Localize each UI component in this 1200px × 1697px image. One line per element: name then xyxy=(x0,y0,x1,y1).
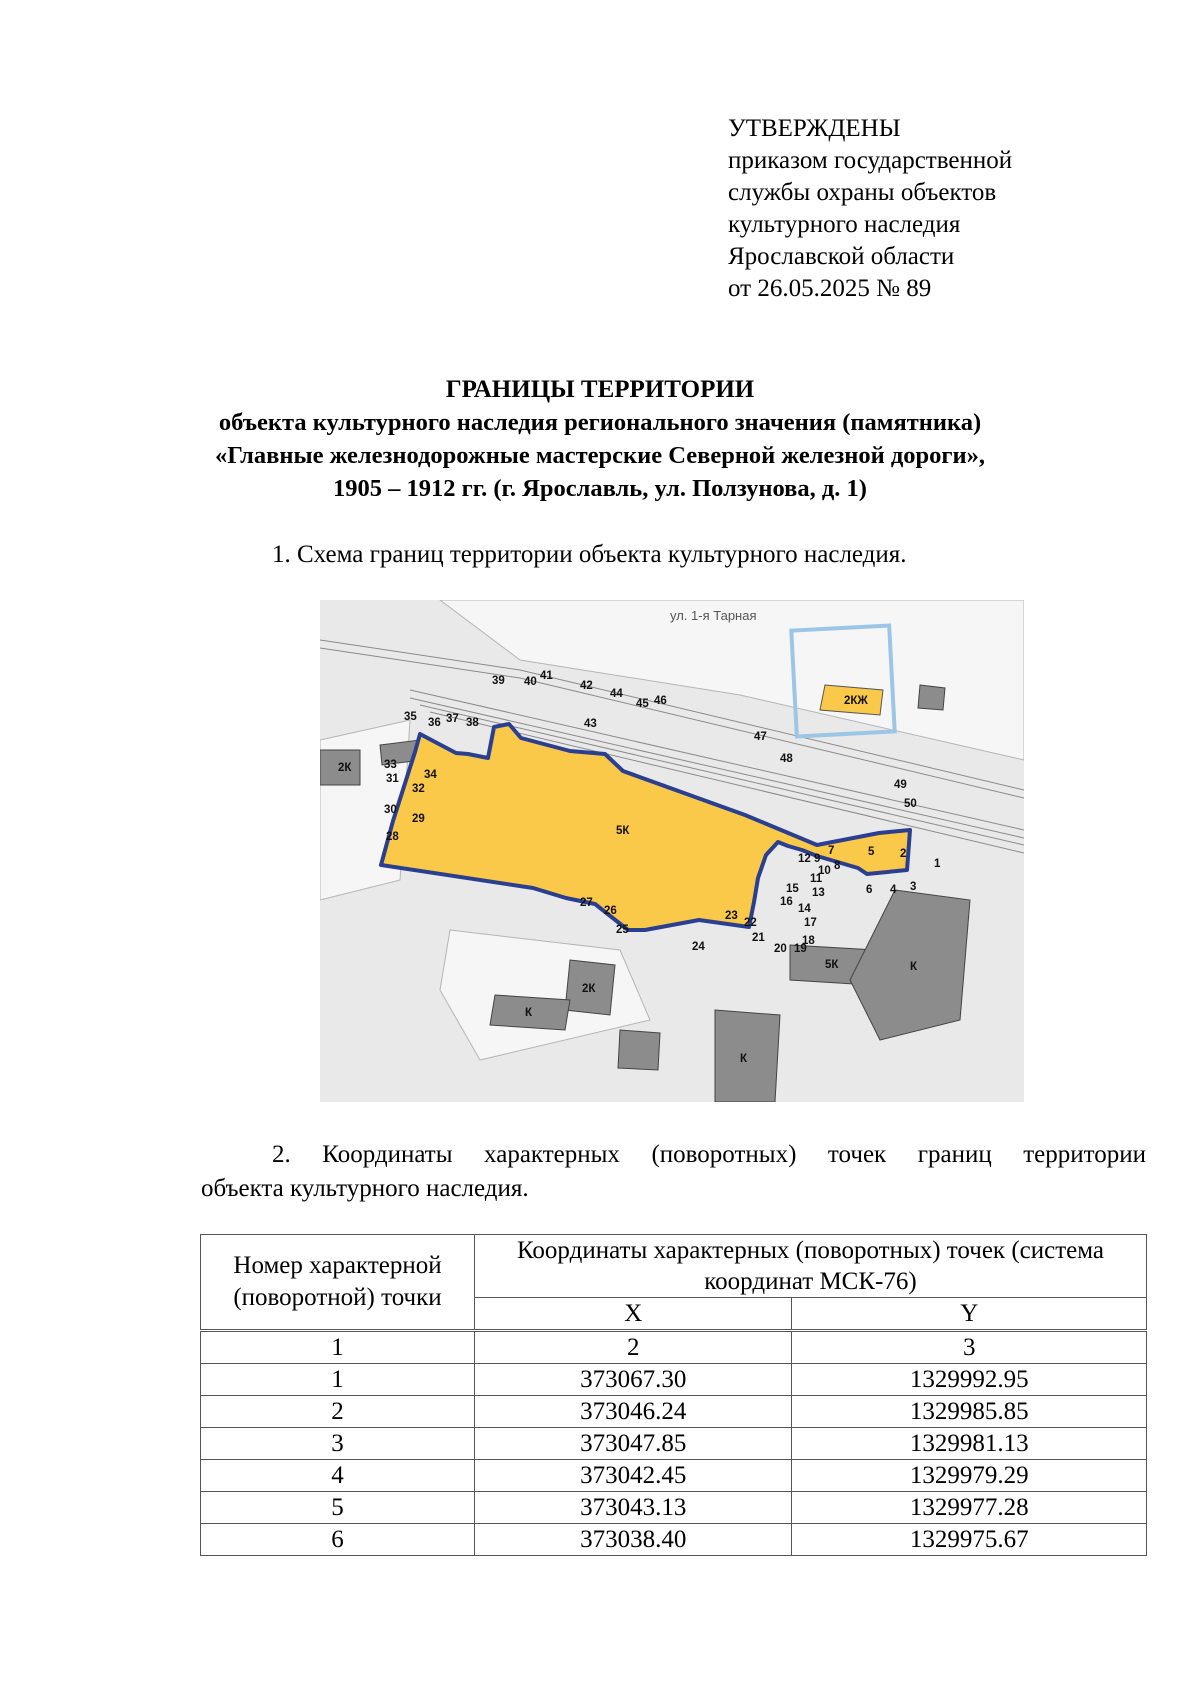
boundary-point-label: 1 xyxy=(934,858,941,870)
approval-heading: УТВЕРЖДЕНЫ xyxy=(728,115,901,142)
table-row xyxy=(201,1364,1147,1396)
boundary-point-label: 38 xyxy=(466,717,479,729)
point-number-cell: 4 xyxy=(201,1460,475,1492)
y-coordinate-cell: 1329977.28 xyxy=(792,1492,1147,1524)
boundary-point-label: 9 xyxy=(814,853,821,865)
column-number: 3 xyxy=(792,1331,1147,1364)
section-2-heading xyxy=(201,1138,1146,1206)
x-coordinate-cell: 373047.85 xyxy=(475,1428,792,1460)
y-header: Y xyxy=(792,1298,1147,1331)
approval-line: культурного наследия xyxy=(728,211,961,238)
boundary-point-label: 5 xyxy=(868,846,875,858)
boundary-point-label: 19 xyxy=(794,943,807,955)
y-coordinate-cell: 1329985.85 xyxy=(792,1396,1147,1428)
building-label: 2КЖ xyxy=(844,695,868,707)
table-row xyxy=(201,1492,1147,1524)
x-coordinate-cell: 373043.13 xyxy=(475,1492,792,1524)
boundary-point-label: 30 xyxy=(384,804,397,816)
boundary-point-label: 2 xyxy=(900,848,907,860)
approval-line: Ярославской области xyxy=(728,243,955,270)
boundary-point-label: 49 xyxy=(894,779,907,791)
boundary-point-label: 41 xyxy=(540,670,553,682)
x-coordinate-cell: 373067.30 xyxy=(475,1364,792,1396)
boundary-point-label: 28 xyxy=(386,831,399,843)
boundary-point-label: 43 xyxy=(584,718,597,730)
boundary-point-label: 7 xyxy=(828,845,835,857)
table-row xyxy=(201,1428,1147,1460)
building-k-b xyxy=(715,1010,780,1102)
boundary-point-label: 26 xyxy=(604,905,617,917)
boundary-point-label: 47 xyxy=(754,731,767,743)
boundary-point-label: 46 xyxy=(654,695,667,707)
building-label: 5К xyxy=(825,959,839,971)
boundary-point-label: 17 xyxy=(804,917,817,929)
boundary-point-label: 42 xyxy=(580,680,593,692)
boundary-point-label: 27 xyxy=(580,897,593,909)
boundary-point-label: 3 xyxy=(910,881,917,893)
boundary-point-label: 35 xyxy=(404,711,417,723)
column-number: 2 xyxy=(475,1331,792,1364)
x-header: X xyxy=(475,1298,792,1331)
table-row xyxy=(201,1396,1147,1428)
boundary-point-label: 29 xyxy=(412,813,425,825)
coordinates-table xyxy=(200,1234,1147,1556)
document-title xyxy=(0,373,1200,505)
approval-line: приказом государственной xyxy=(728,147,1013,174)
point-number-cell: 5 xyxy=(201,1492,475,1524)
column-number: 1 xyxy=(201,1331,475,1364)
boundary-point-label: 20 xyxy=(774,943,787,955)
coords-header: Координаты характерных (поворотных) точек (система координат МСК-76) xyxy=(475,1235,1147,1298)
boundary-point-label: 13 xyxy=(812,887,825,899)
y-coordinate-cell: 1329992.95 xyxy=(792,1364,1147,1396)
building-label: 5К xyxy=(616,825,630,837)
boundary-point-label: 11 xyxy=(810,873,823,885)
section-2-line: 2. Координаты характерных (поворотных) точек границ территории xyxy=(272,1141,1146,1168)
x-coordinate-cell: 373038.40 xyxy=(475,1524,792,1556)
title-line: «Главные железнодорожные мастерские Северной железной дороги», xyxy=(215,442,985,469)
approval-date: от 26.05.2025 № 89 xyxy=(728,275,932,302)
boundary-point-label: 16 xyxy=(780,896,793,908)
boundary-point-label: 39 xyxy=(492,675,505,687)
boundary-point-label: 15 xyxy=(786,883,799,895)
boundary-point-label: 31 xyxy=(386,773,399,785)
building-label: К xyxy=(740,1053,748,1065)
boundary-point-label: 23 xyxy=(725,910,738,922)
boundary-point-label: 37 xyxy=(446,713,459,725)
approval-stamp xyxy=(728,113,1012,305)
y-coordinate-cell: 1329975.67 xyxy=(792,1524,1147,1556)
building-label: 2К xyxy=(338,762,352,774)
boundary-point-label: 4 xyxy=(890,884,897,896)
boundary-point-label: 36 xyxy=(428,717,441,729)
boundary-point-label: 12 xyxy=(798,853,811,865)
boundary-point-label: 8 xyxy=(834,860,841,872)
title-line: объекта культурного наследия регионального значения (памятника) xyxy=(218,409,982,436)
boundary-point-label: 33 xyxy=(384,759,397,771)
boundary-point-label: 45 xyxy=(636,698,649,710)
boundary-point-label: 21 xyxy=(752,932,765,944)
approval-line: службы охраны объектов xyxy=(728,179,997,206)
col-point-number-header: Номер характерной (поворотной) точки xyxy=(201,1235,475,1331)
building-label: К xyxy=(910,961,918,973)
section-2-line: объекта культурного наследия. xyxy=(201,1175,529,1202)
point-number-cell: 3 xyxy=(201,1428,475,1460)
boundary-point-label: 40 xyxy=(524,676,537,688)
x-coordinate-cell: 373046.24 xyxy=(475,1396,792,1428)
boundary-point-label: 18 xyxy=(802,935,815,947)
boundary-point-label: 34 xyxy=(424,769,437,781)
point-number-cell: 1 xyxy=(201,1364,475,1396)
title-main: ГРАНИЦЫ ТЕРРИТОРИИ xyxy=(445,376,755,403)
boundary-point-label: 24 xyxy=(692,941,705,953)
point-number-cell: 6 xyxy=(201,1524,475,1556)
boundary-point-label: 10 xyxy=(818,865,831,877)
title-line: 1905 – 1912 гг. (г. Ярославль, ул. Ползунова, д. 1) xyxy=(333,475,867,502)
column-numbering-row xyxy=(201,1331,1147,1364)
boundary-point-label: 50 xyxy=(904,798,917,810)
table-row xyxy=(201,1524,1147,1556)
table-row xyxy=(201,1460,1147,1492)
boundary-point-label: 6 xyxy=(866,884,873,896)
boundary-point-label: 25 xyxy=(616,924,629,936)
boundary-point-label: 22 xyxy=(744,917,757,929)
boundary-point-label: 32 xyxy=(412,783,425,795)
y-coordinate-cell: 1329981.13 xyxy=(792,1428,1147,1460)
section-1-heading: 1. Схема границ территории объекта культурного наследия. xyxy=(272,541,907,568)
boundary-point-label: 44 xyxy=(610,688,623,700)
y-coordinate-cell: 1329979.29 xyxy=(792,1460,1147,1492)
point-number-cell: 2 xyxy=(201,1396,475,1428)
street-label: ул. 1-я Тарная xyxy=(670,608,757,623)
boundary-point-label: 14 xyxy=(798,903,811,915)
boundary-map xyxy=(320,600,1024,1102)
boundary-point-label: 48 xyxy=(780,753,793,765)
x-coordinate-cell: 373042.45 xyxy=(475,1460,792,1492)
building-label: К xyxy=(525,1007,533,1019)
building-label: 2К xyxy=(582,983,596,995)
